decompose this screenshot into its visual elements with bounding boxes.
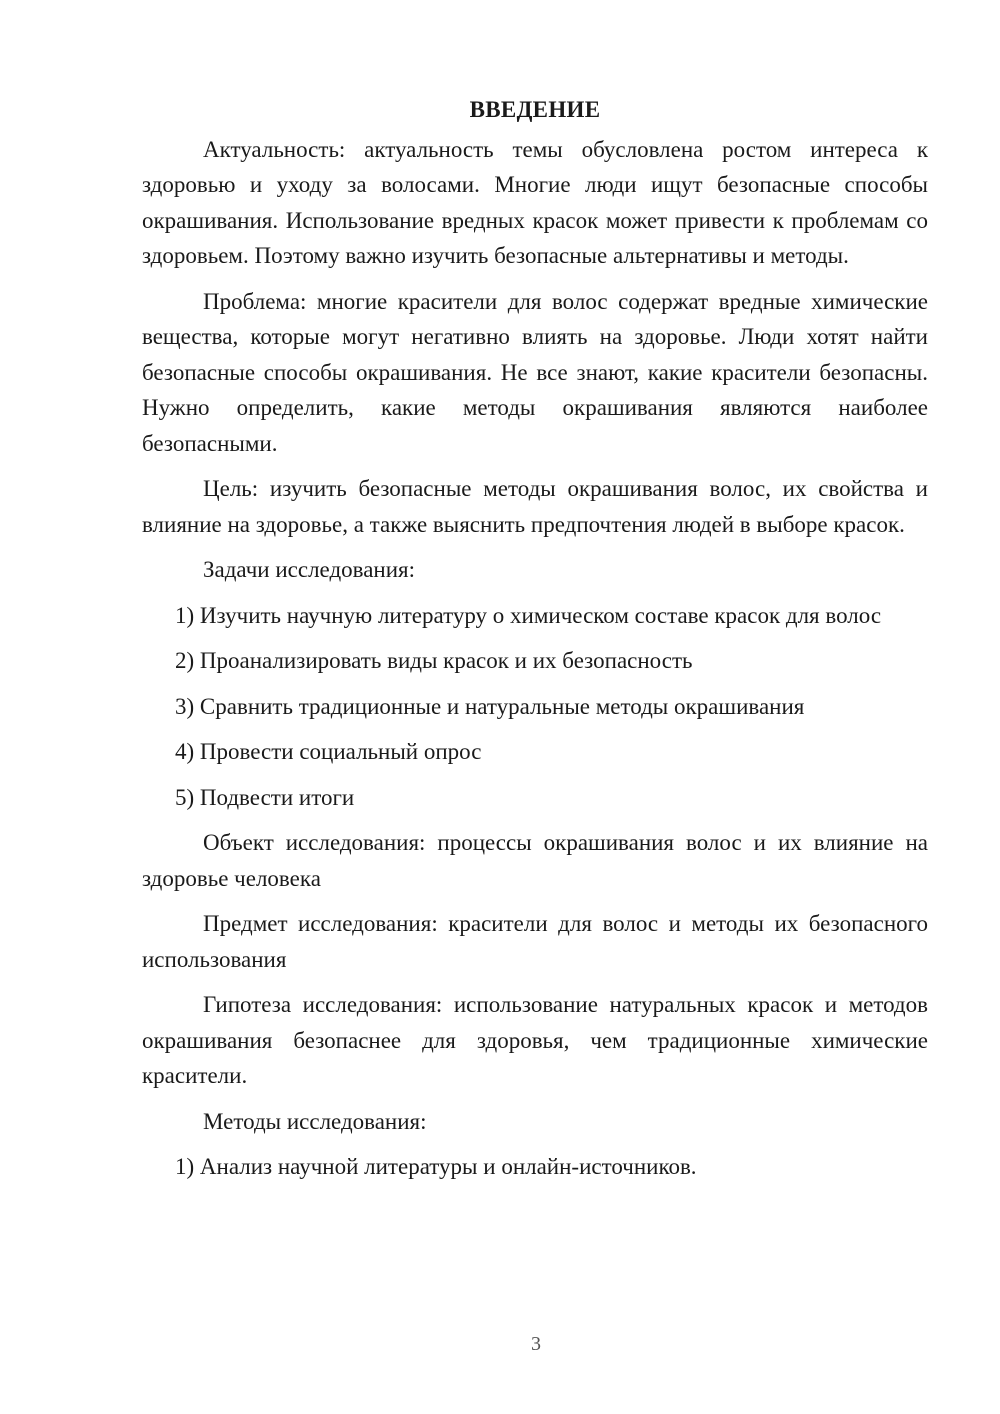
methods-heading: Методы исследования: <box>203 1108 427 1134</box>
subject-paragraph: Предмет исследования: красители для волос и методы их безопасного использования <box>142 911 928 972</box>
task-item-1: 1) Изучить научную литературу о химическом составе красок для волос <box>175 602 882 628</box>
task-item-4: 4) Провести социальный опрос <box>175 739 482 764</box>
task-item-2: 2) Проанализировать виды красок и их безопасность <box>175 648 693 673</box>
task-item-5: 5) Подвести итоги <box>175 784 355 810</box>
relevance-paragraph: Актуальность: актуальность темы обусловлена ростом интереса к здоровью и уходу за волосами. Многие люди ищут безопасные способы окрашивания. Использование вредных красок может привести к проблемам со здоровьем. Поэтому важно изучить безопасные альтернативы и методы. <box>142 136 928 268</box>
document-page <box>142 92 928 1195</box>
task-item-3: 3) Сравнить традиционные и натуральные методы окрашивания <box>175 693 805 719</box>
method-item-1: 1) Анализ научной литературы и онлайн-источников. <box>175 1154 697 1179</box>
problem-paragraph: Проблема: многие красители для волос содержат вредные химические вещества, которые могут негативно влиять на здоровье. Люди хотят найти безопасные способы окрашивания. Не все знают, какие красители безопасны. Нужно определить, какие методы окрашивания являются наиболее безопасными. <box>142 288 928 456</box>
tasks-heading: Задачи исследования: <box>203 557 416 582</box>
hypothesis-paragraph: Гипотеза исследования: использование натуральных красок и методов окрашивания безопаснее для здоровья, чем традиционные химические красители. <box>142 992 928 1088</box>
goal-paragraph: Цель: изучить безопасные методы окрашивания волос, их свойства и влияние на здоровье, а также выяснить предпочтения людей в выборе красок. <box>142 476 928 537</box>
page-number: 3 <box>531 1333 541 1355</box>
page-title: ВВЕДЕНИЕ <box>469 97 601 122</box>
object-paragraph: Объект исследования: процессы окрашивания волос и их влияние на здоровье человека <box>142 830 928 891</box>
